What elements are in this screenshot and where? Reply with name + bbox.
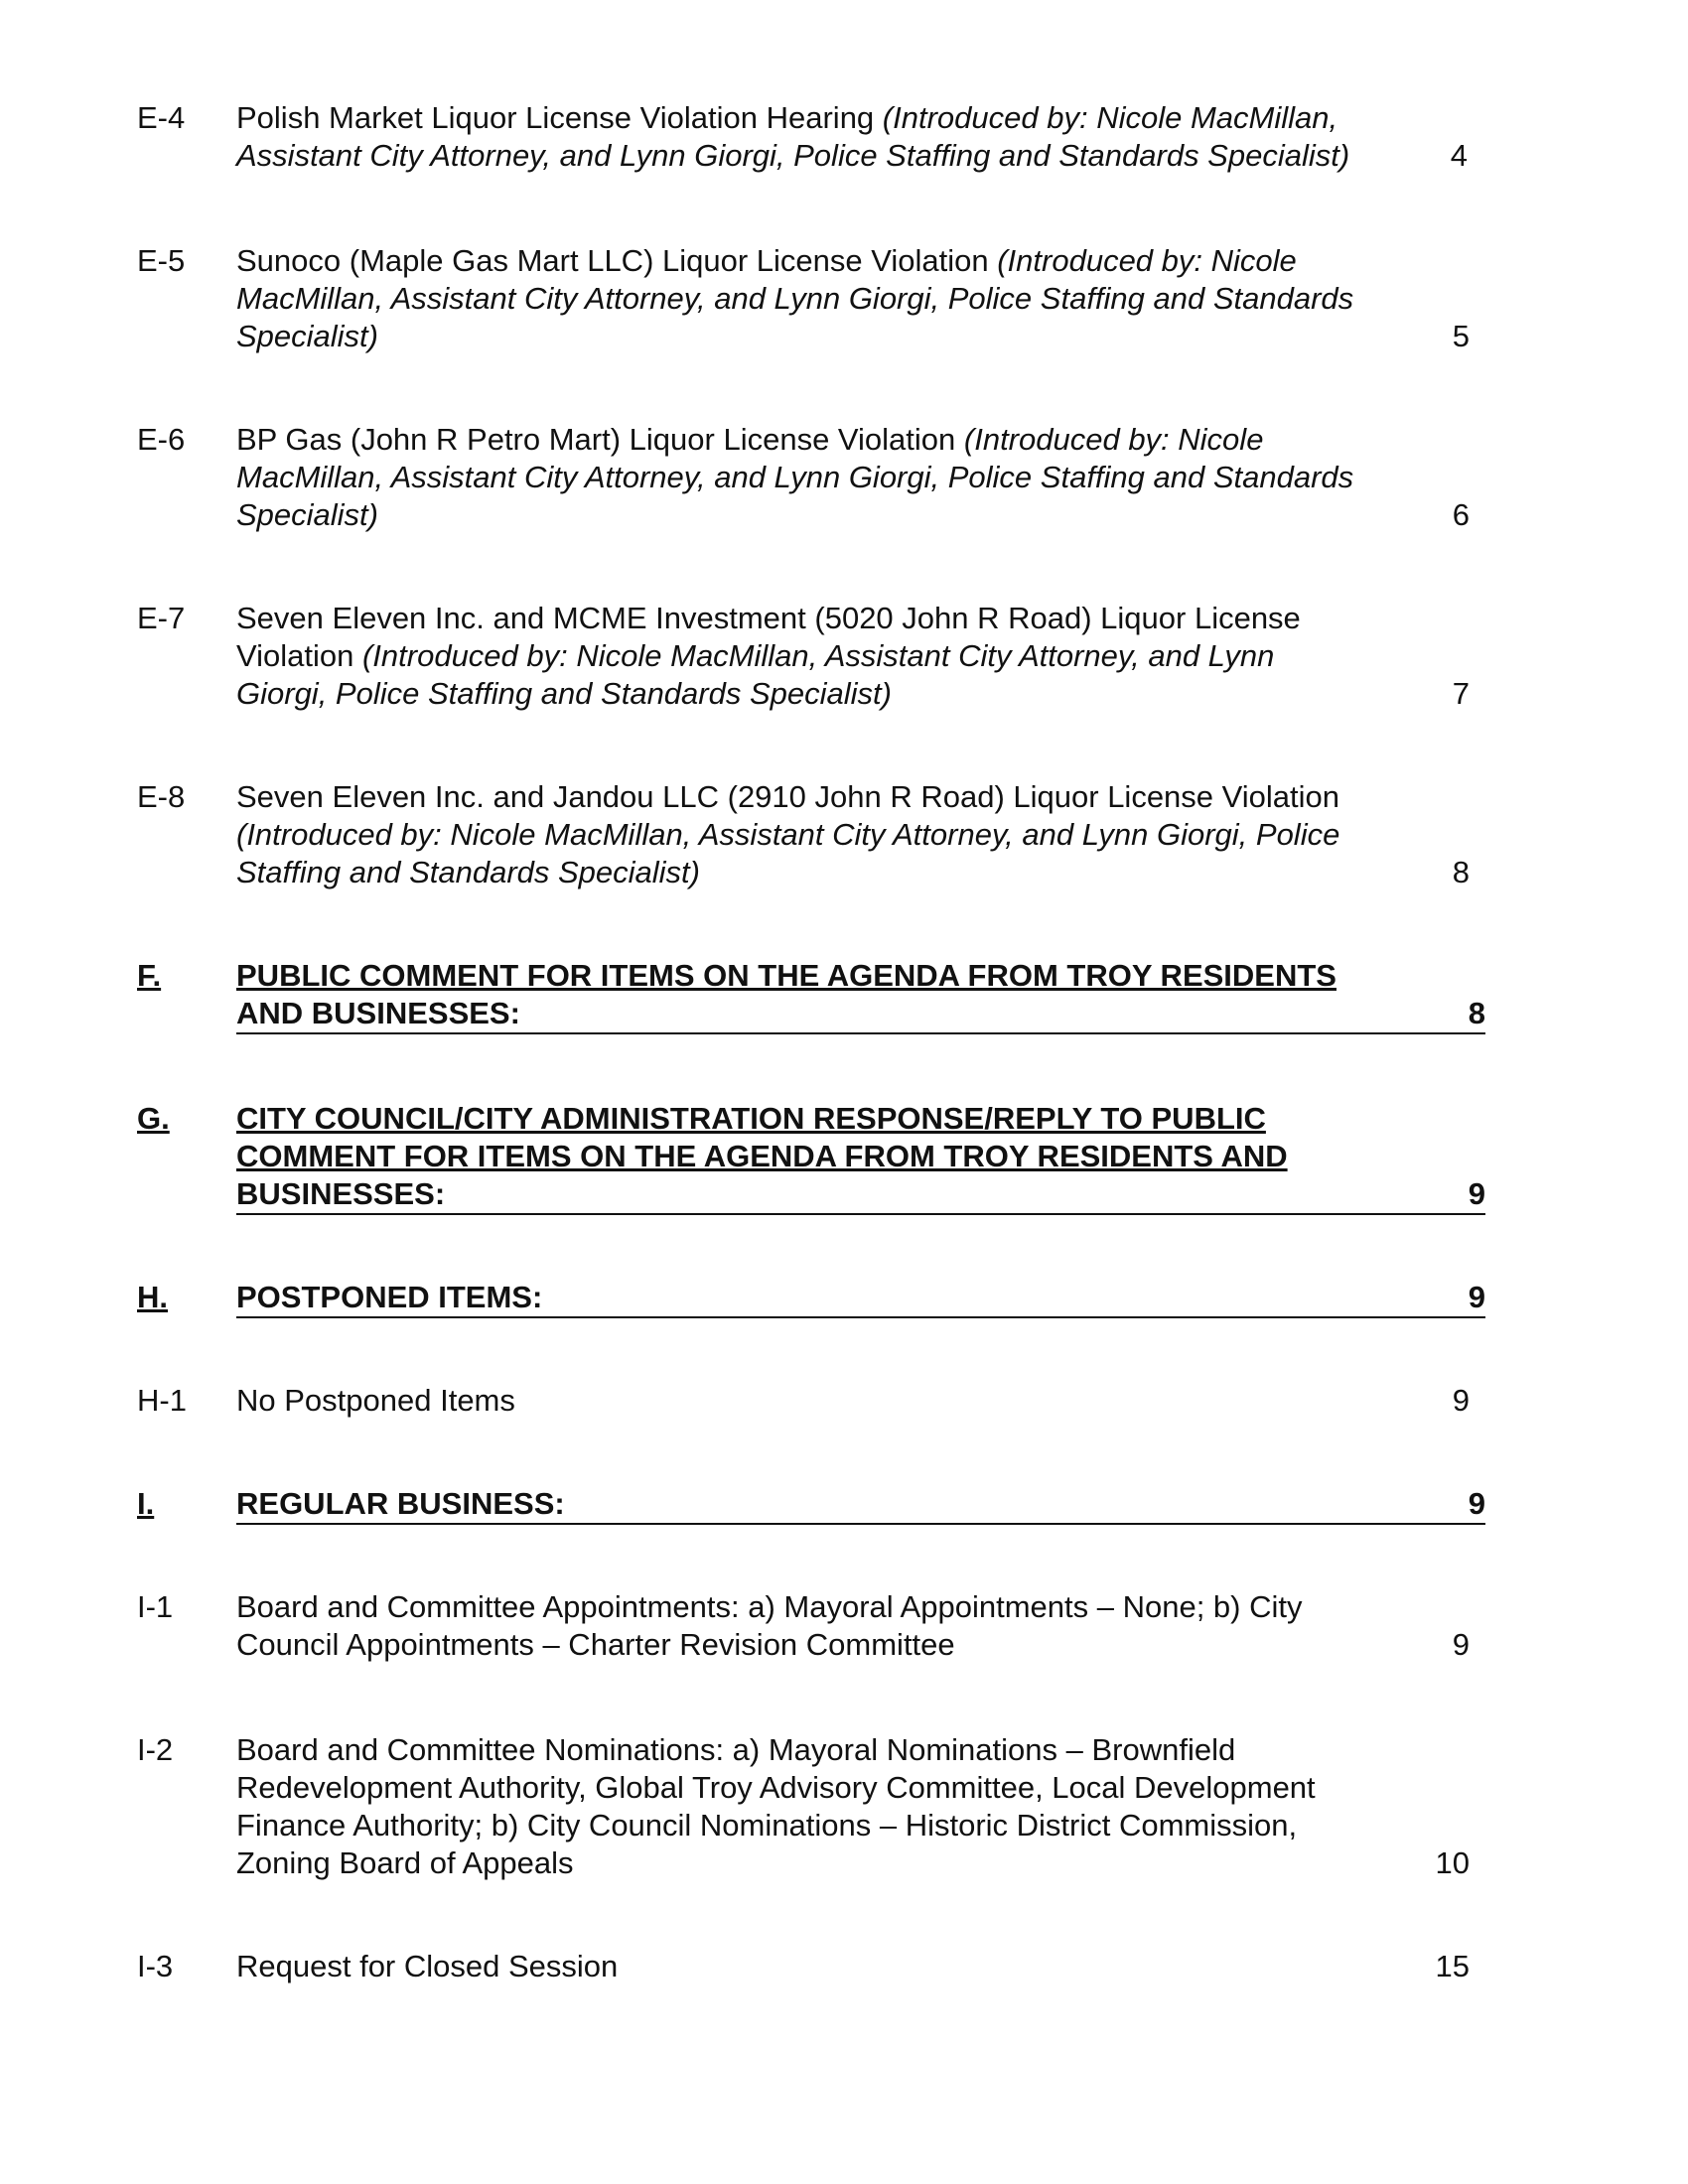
text-run-italic: (Introduced by: Nicole MacMillan, Assistant City Attorney, and Lynn Giorgi, Police [236, 817, 1340, 852]
section-heading [236, 957, 1485, 1034]
item-line [236, 459, 1448, 496]
section-code: I. [137, 1486, 155, 1521]
heading-line: CITY COUNCIL/CITY ADMINISTRATION RESPONSE/REPLY TO PUBLIC [236, 1101, 1266, 1136]
heading-line-last [236, 1175, 1485, 1215]
text-run-italic: (Introduced by: Nicole MacMillan, [882, 100, 1338, 135]
heading-line-text: REGULAR BUSINESS: [236, 1486, 565, 1521]
item-line [236, 280, 1448, 318]
item-code: I-3 [137, 1949, 174, 1983]
text-run-italic: Staffing and Standards Specialist) [236, 855, 700, 889]
text-run: BP Gas (John R Petro Mart) Liquor License Violation [236, 422, 964, 457]
item-line: Request for Closed Session [236, 1949, 619, 1983]
item-text [236, 242, 1448, 355]
section-code: H. [137, 1280, 168, 1314]
heading-line-last [236, 1279, 1485, 1318]
heading-line-text: BUSINESSES: [236, 1176, 446, 1211]
item-line [236, 816, 1448, 854]
item-line: No Postponed Items [236, 1383, 515, 1418]
item-line [236, 778, 1448, 816]
item-line [236, 137, 1448, 175]
item-code: E-8 [137, 779, 186, 814]
item-code: E-5 [137, 243, 186, 278]
item-text [236, 99, 1448, 175]
page-number: 8 [1468, 996, 1485, 1030]
item-line [236, 496, 1448, 534]
text-run-italic: Specialist) [236, 319, 378, 353]
section-heading [236, 1485, 1485, 1525]
item-code: E-6 [137, 422, 186, 457]
text-run-italic: Giorgi, Police Staffing and Standards Specialist) [236, 676, 892, 711]
text-run-italic: MacMillan, Assistant City Attorney, and Lynn Giorgi, Police Staffing and Standards [236, 460, 1354, 494]
item-line [236, 675, 1448, 713]
page-number: 4 [1450, 138, 1468, 173]
section-heading [236, 1279, 1485, 1318]
page-number: 10 [1435, 1845, 1470, 1880]
section-heading [236, 1100, 1485, 1215]
item-code: H-1 [137, 1383, 187, 1418]
item-line: Zoning Board of Appeals [236, 1845, 574, 1880]
heading-line-text: POSTPONED ITEMS: [236, 1280, 543, 1314]
item-code: I-2 [137, 1732, 174, 1767]
item-code: I-1 [137, 1589, 174, 1624]
page-number: 7 [1452, 676, 1470, 711]
text-run: Violation [236, 638, 362, 673]
page-number: 9 [1452, 1627, 1470, 1662]
heading-line-last [236, 995, 1485, 1034]
heading-line: PUBLIC COMMENT FOR ITEMS ON THE AGENDA FROM TROY RESIDENTS [236, 958, 1336, 993]
page-number: 15 [1435, 1949, 1470, 1983]
item-line [236, 600, 1448, 637]
item-line: Board and Committee Nominations: a) Mayoral Nominations – Brownfield [236, 1732, 1236, 1767]
text-run: Sunoco (Maple Gas Mart LLC) Liquor License Violation [236, 243, 998, 278]
page-number: 8 [1452, 855, 1470, 889]
item-text [236, 421, 1448, 534]
item-line: Finance Authority; b) City Council Nominations – Historic District Commission, [236, 1808, 1298, 1843]
item-text [236, 600, 1448, 713]
item-line: Board and Committee Appointments: a) Mayoral Appointments – None; b) City [236, 1589, 1303, 1624]
heading-line-text: AND BUSINESSES: [236, 996, 520, 1030]
item-code: E-4 [137, 100, 186, 135]
section-code: F. [137, 958, 162, 993]
item-code: E-7 [137, 601, 186, 635]
text-run: Seven Eleven Inc. and MCME Investment (5020 John R Road) Liquor License [236, 601, 1301, 635]
item-text [236, 778, 1448, 891]
text-run-italic: Assistant City Attorney, and Lynn Giorgi, Police Staffing and Standards Specialist) [236, 138, 1350, 173]
heading-line: COMMENT FOR ITEMS ON THE AGENDA FROM TROY RESIDENTS AND [236, 1139, 1288, 1173]
page-number: 9 [1468, 1486, 1485, 1521]
page-number: 5 [1452, 319, 1470, 353]
item-line [236, 318, 1448, 355]
text-run: Polish Market Liquor License Violation Hearing [236, 100, 883, 135]
page-number: 9 [1468, 1176, 1485, 1211]
text-run-italic: (Introduced by: Nicole [997, 243, 1297, 278]
text-run: Seven Eleven Inc. and Jandou LLC (2910 John R Road) Liquor License Violation [236, 779, 1340, 814]
text-run-italic: MacMillan, Assistant City Attorney, and Lynn Giorgi, Police Staffing and Standards [236, 281, 1354, 316]
text-run-italic: Specialist) [236, 497, 378, 532]
page-number: 6 [1452, 497, 1470, 532]
item-text [236, 1382, 1448, 1420]
page-number: 9 [1468, 1280, 1485, 1314]
page-number: 9 [1452, 1383, 1470, 1418]
section-code: G. [137, 1101, 170, 1136]
text-run-italic: (Introduced by: Nicole MacMillan, Assistant City Attorney, and Lynn [361, 638, 1275, 673]
item-text [236, 1731, 1448, 1882]
item-line: Redevelopment Authority, Global Troy Advisory Committee, Local Development [236, 1770, 1316, 1805]
item-line [236, 99, 1448, 137]
item-text [236, 1588, 1448, 1664]
text-run-italic: (Introduced by: Nicole [963, 422, 1264, 457]
heading-line-last [236, 1485, 1485, 1525]
item-line [236, 242, 1448, 280]
item-text [236, 1948, 1448, 1985]
item-line [236, 854, 1448, 891]
item-line [236, 637, 1448, 675]
item-line [236, 421, 1448, 459]
item-line: Council Appointments – Charter Revision Committee [236, 1627, 955, 1662]
